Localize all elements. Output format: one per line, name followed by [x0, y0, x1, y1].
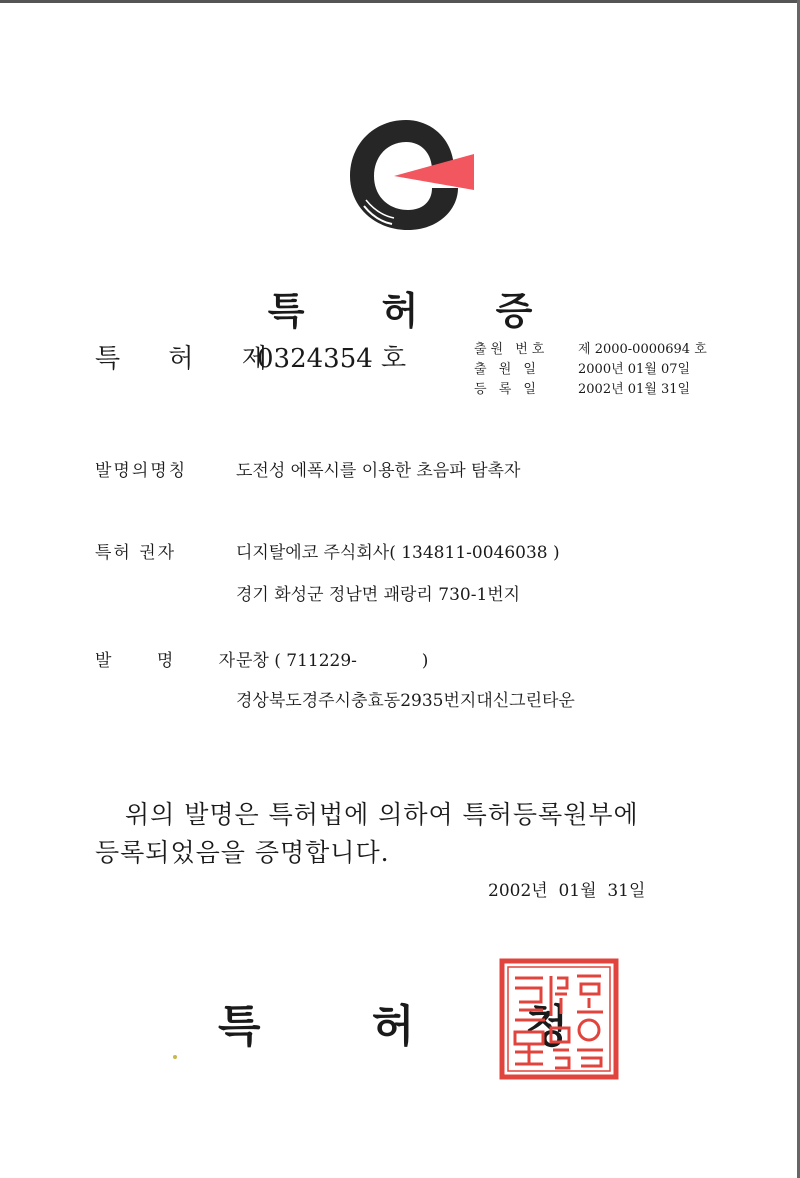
registration-row — [474, 380, 707, 400]
statement-line-2: 등록되었음을 증명합니다. — [95, 838, 390, 867]
application-number-value: 제 2000-0000694 호 — [578, 342, 707, 357]
filing-date-value: 2000년 01월 07일 — [578, 362, 691, 377]
patentee-address: 경기 화성군 정남면 괘랑리 730-1번지 — [236, 585, 521, 605]
inventor-address: 경상북도경주시충효동2935번지대신그린타운 — [236, 691, 575, 711]
issue-date: 2002년 01월 31일 — [488, 881, 646, 901]
registration-row — [474, 360, 707, 380]
patent-number-label: 특 허 제 — [95, 344, 287, 374]
invention-title-value: 도전성 에폭시를 이용한 초음파 탐촉자 — [236, 461, 521, 481]
registration-row — [474, 340, 707, 360]
patentee-name: 디지탈에코 주식회사( 134811-0046038 ) — [236, 543, 560, 563]
issuer-name: 특 허 청 — [218, 1001, 617, 1052]
official-seal-icon — [499, 958, 619, 1080]
paper-speck — [173, 1055, 177, 1059]
inventor-name: 문창 ( 711229- ) — [236, 651, 429, 671]
registration-table — [474, 340, 707, 400]
registration-date-value: 2002년 01월 31일 — [578, 382, 691, 397]
certification-statement — [95, 796, 715, 872]
invention-title-label: 발명의명칭 — [95, 461, 188, 481]
inventor-label: 발 명 자 — [95, 651, 256, 671]
patentee-label: 특허 권자 — [95, 543, 177, 563]
filing-date-label: 출 원 일 — [474, 362, 540, 377]
page-border-top — [0, 0, 800, 3]
patent-number-value: 0324354 호 — [257, 344, 407, 374]
application-number-label: 출원 번호 — [474, 342, 549, 357]
statement-line-1: 위의 발명은 특허법에 의하여 특허등록원부에 — [125, 800, 639, 829]
document-title: 특 허 증 — [267, 289, 565, 333]
registration-date-label: 등 록 일 — [474, 382, 540, 397]
kipo-emblem-icon — [336, 110, 486, 240]
